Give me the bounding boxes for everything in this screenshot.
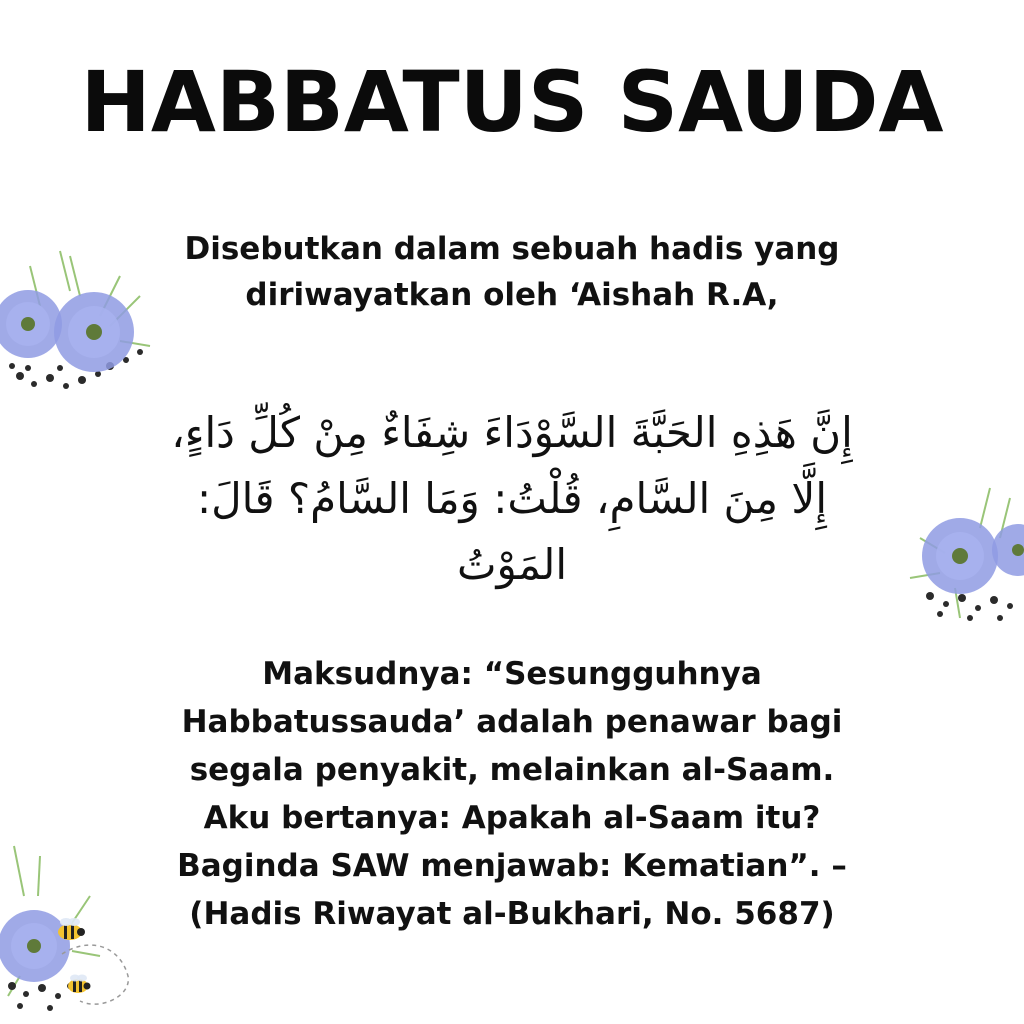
- arabic-line: إِلَّا مِنَ السَّامِ، قُلْتُ: وَمَا السَّامُ؟ قَالَ:: [197, 474, 827, 523]
- translation-line: segala penyakit, melainkan al-Saam.: [189, 752, 835, 788]
- translation-line: Habbatussauda’ adalah penawar bagi: [181, 704, 843, 740]
- arabic-hadith-text: [110, 400, 914, 598]
- intro-line: Disebutkan dalam sebuah hadis yang: [184, 231, 840, 267]
- translation-text: [80, 650, 944, 938]
- intro-line: diriwayatkan oleh ‘Aishah R.A,: [245, 277, 779, 313]
- translation-line: (Hadis Riwayat al-Bukhari, No. 5687): [189, 896, 835, 932]
- arabic-line: المَوْتُ: [457, 540, 567, 589]
- flower-cluster-right: [900, 478, 1024, 638]
- nigella-flower-icon: [900, 478, 1024, 638]
- page-title: HABBATUS SAUDA: [80, 53, 944, 151]
- translation-line: Maksudnya: “Sesungguhnya: [262, 656, 762, 692]
- translation-line: Baginda SAW menjawab: Kematian”. –: [177, 848, 847, 884]
- arabic-line: إِنَّ هَذِهِ الحَبَّةَ السَّوْدَاءَ شِفَاءٌ مِنْ كُلِّ دَاءٍ،: [171, 408, 853, 457]
- intro-text: [100, 226, 924, 318]
- translation-line: Aku bertanya: Apakah al-Saam itu?: [203, 800, 821, 836]
